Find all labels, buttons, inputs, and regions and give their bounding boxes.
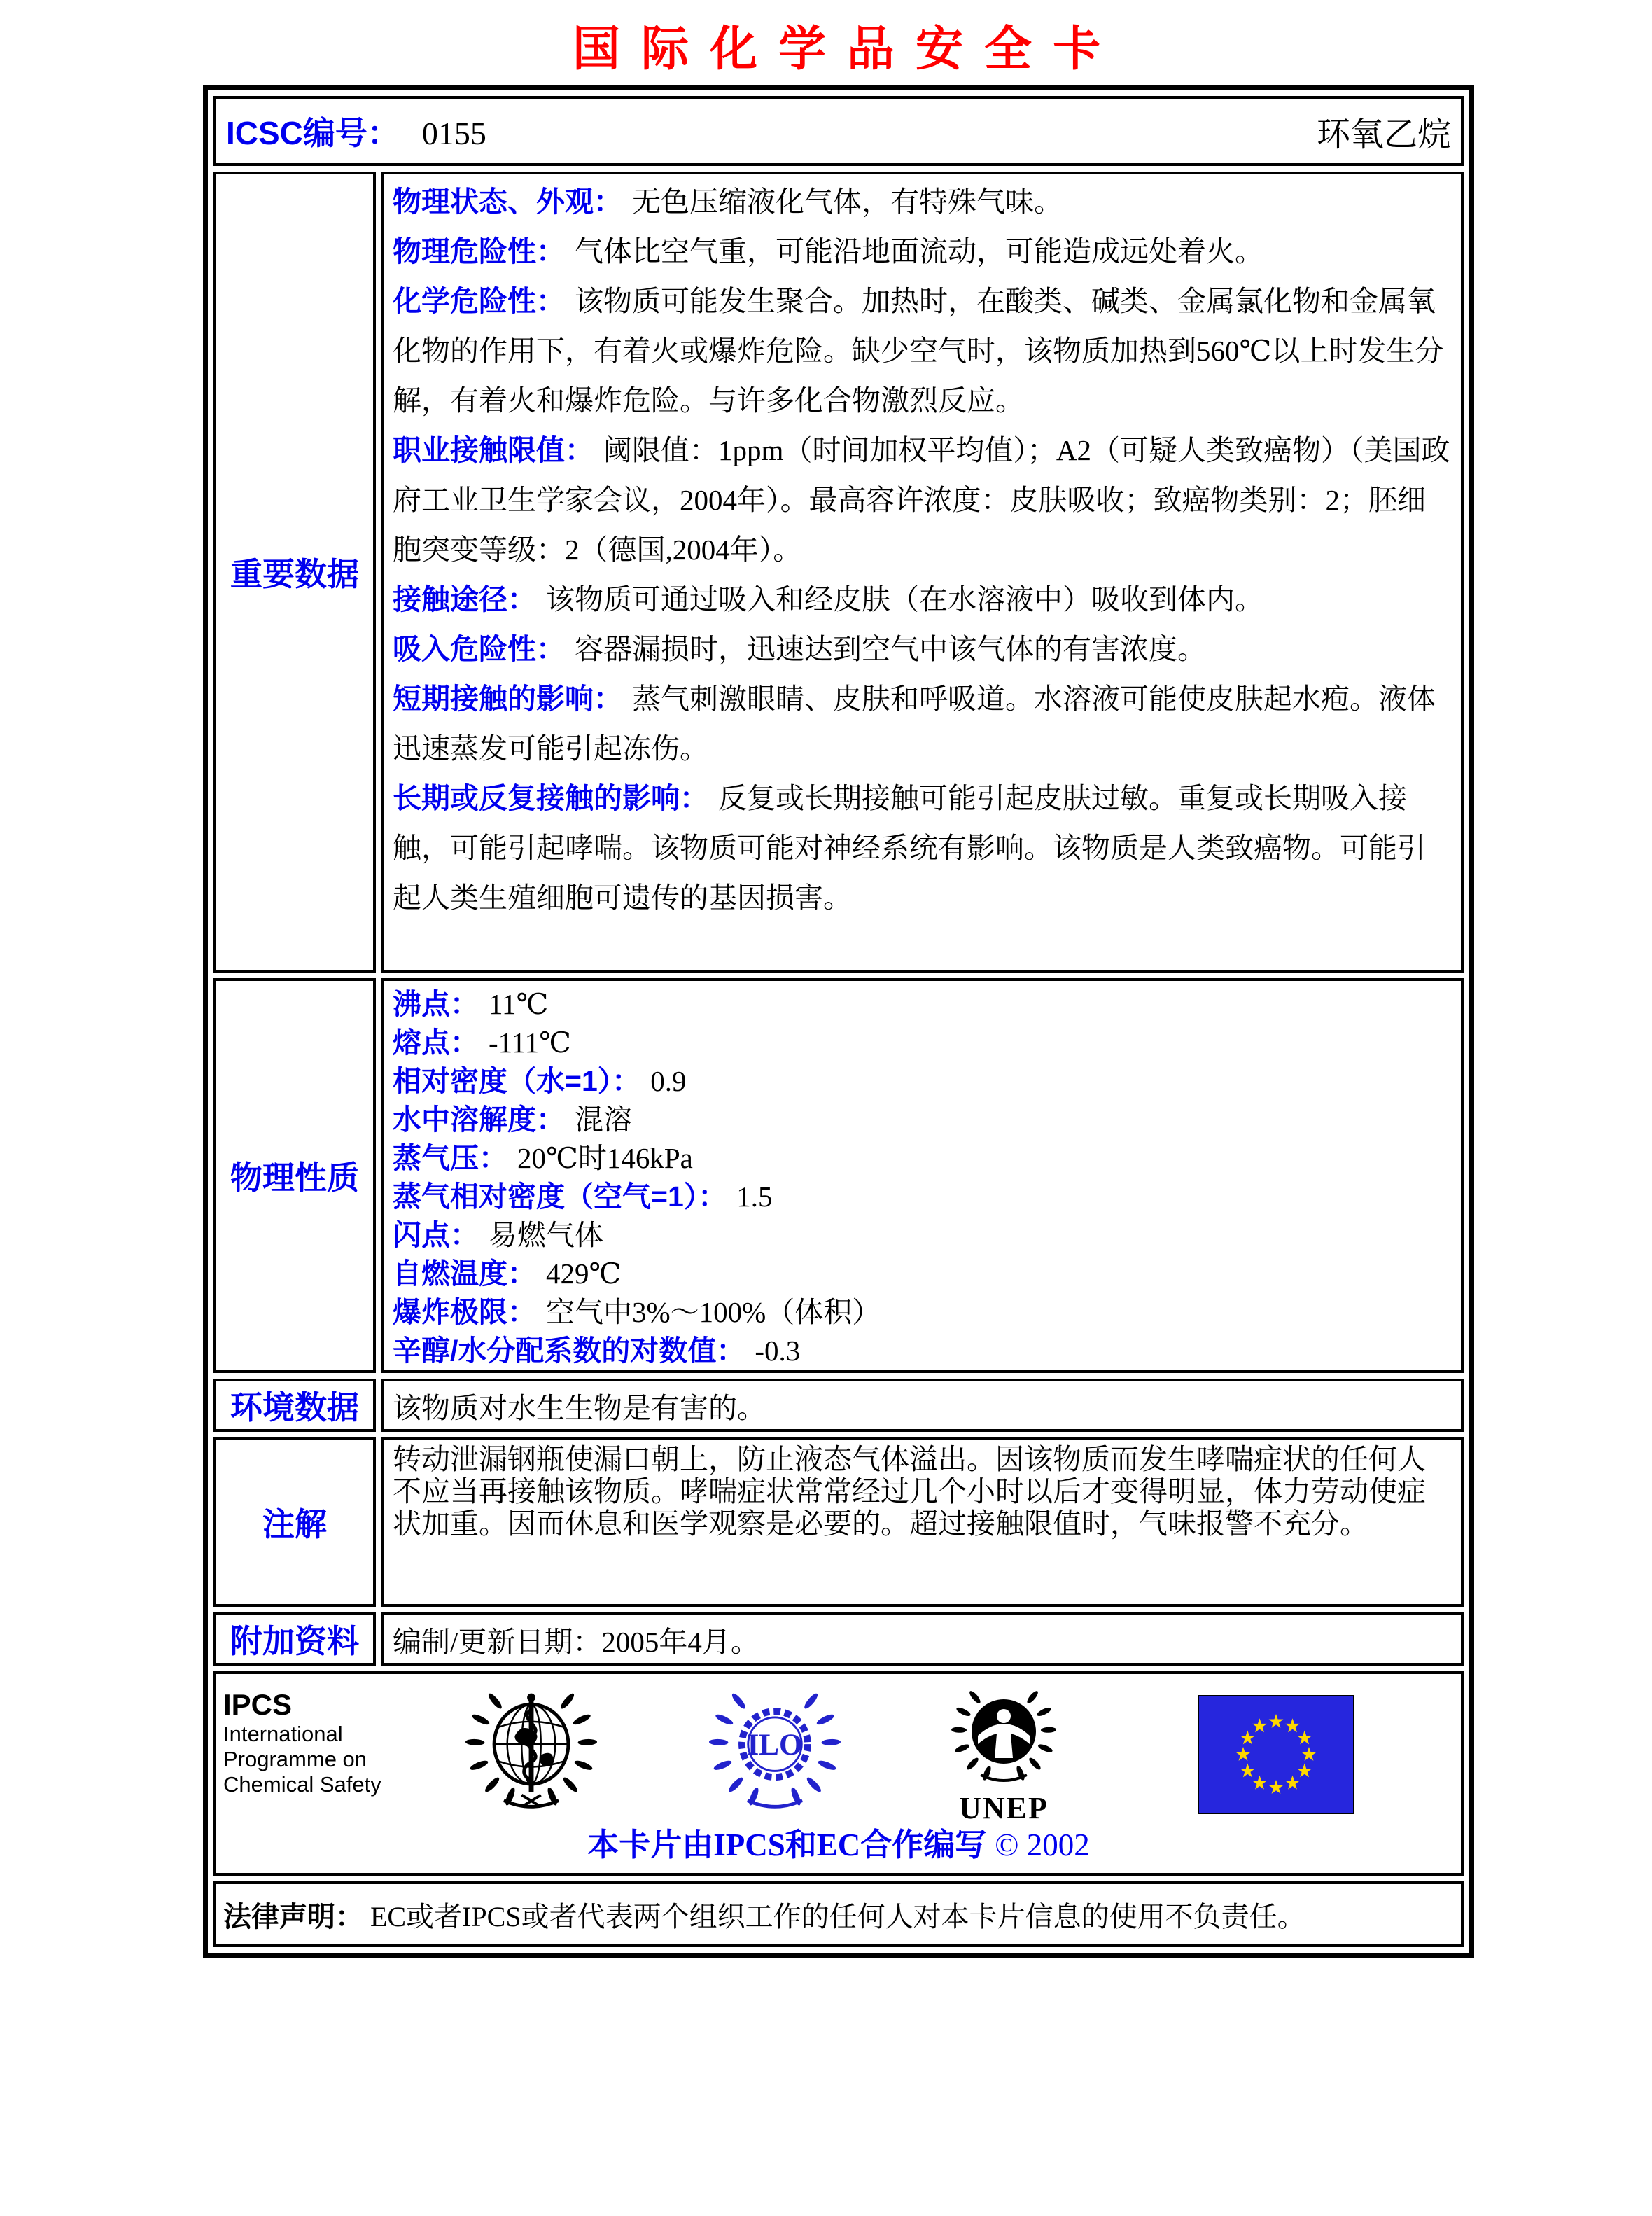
copyright-text: © 2002 — [995, 1827, 1090, 1862]
property-line — [393, 1216, 1454, 1255]
item-label: 沸点： — [393, 988, 479, 1020]
ipcs-subtitle-line: Programme on — [223, 1747, 368, 1771]
item-text: 气体比空气重，可能沿地面流动，可能造成远处着火。 — [575, 235, 1264, 267]
ilo-emblem-icon — [706, 1677, 844, 1823]
additional-info-row — [214, 1612, 1464, 1666]
item-label: 闪点： — [393, 1219, 479, 1251]
caption-text: 本卡片由IPCS和EC合作编写 — [587, 1827, 987, 1862]
item-text: -111℃ — [489, 1026, 571, 1059]
ilo-monogram: ILO — [747, 1728, 803, 1762]
ipcs-title: IPCS — [223, 1688, 293, 1721]
who-emblem-icon — [463, 1677, 600, 1823]
property-line — [393, 1293, 1454, 1332]
legal-cell — [214, 1881, 1464, 1947]
card-table — [203, 85, 1474, 1958]
important-data-item — [393, 177, 1454, 227]
item-label: 相对密度（水=1）： — [393, 1065, 641, 1097]
item-label: 吸入危险性： — [393, 633, 565, 665]
item-label: 短期接触的影响： — [393, 683, 622, 715]
ipcs-subtitle-line: Chemical Safety — [223, 1772, 382, 1797]
notes-content — [382, 1437, 1464, 1607]
property-line — [393, 1139, 1454, 1178]
item-text: 1.5 — [736, 1180, 773, 1213]
important-data-content — [382, 172, 1464, 973]
important-data-row — [214, 172, 1464, 973]
logos-cell — [214, 1671, 1464, 1876]
icsc-number-group — [226, 108, 486, 154]
important-data-item — [393, 674, 1454, 774]
logos-row — [214, 1671, 1464, 1876]
important-data-item — [393, 774, 1454, 923]
item-label: 物理危险性： — [393, 235, 565, 267]
notes-row — [214, 1437, 1464, 1607]
legal-row — [214, 1881, 1464, 1947]
item-text: 20℃时146kPa — [517, 1142, 693, 1174]
item-text: 容器漏损时，迅速达到空气中该气体的有害浓度。 — [575, 633, 1206, 665]
item-label: 蒸气相对密度（空气=1）： — [393, 1180, 727, 1213]
item-text: 0.9 — [650, 1065, 687, 1097]
important-data-item — [393, 575, 1454, 625]
item-label: 职业接触限值： — [393, 434, 594, 466]
property-line — [393, 1332, 1454, 1370]
environmental-data-content — [382, 1379, 1464, 1432]
item-text: 易燃气体 — [489, 1219, 603, 1251]
section-label-environmental-data: 环境数据 — [214, 1379, 376, 1432]
item-label: 物理状态、外观： — [393, 186, 622, 218]
section-label-additional-info: 附加资料 — [214, 1612, 376, 1666]
item-label: 接触途径： — [393, 583, 536, 615]
section-label-physical-properties: 物理性质 — [214, 978, 376, 1373]
item-label: 长期或反复接触的影响： — [393, 782, 708, 814]
section-label-important-data: 重要数据 — [214, 172, 376, 973]
item-text: 该物质可通过吸入和经皮肤（在水溶液中）吸收到体内。 — [546, 583, 1264, 615]
item-text: -0.3 — [755, 1335, 801, 1367]
physical-properties-row — [214, 978, 1464, 1373]
legal-label: 法律声明： — [223, 1901, 363, 1932]
header-cell — [214, 96, 1464, 166]
property-line — [393, 1101, 1454, 1139]
chemical-name: 环氧乙烷 — [1316, 116, 1451, 153]
notes-text: 转动泄漏钢瓶使漏口朝上，防止液态气体溢出。因该物质而发生哮喘症状的任何人不应当再接触该物质。哮喘症状常常经过几个小时以后才变得明显，体力劳动使症状加重。因而休息和医学观察是必要的。超过接触限值时，气味报警不充分。 — [393, 1443, 1426, 1540]
ipcs-text-block — [223, 1688, 382, 1797]
item-label: 爆炸极限： — [393, 1296, 536, 1328]
item-label: 水中溶解度： — [393, 1103, 565, 1136]
item-text: 无色压缩液化气体，有特殊气味。 — [632, 186, 1063, 218]
important-data-item — [393, 227, 1454, 277]
item-text: 蒸气刺激眼睛、皮肤和呼吸道。水溶液可能使皮肤起水疱。液体迅速蒸发可能引起冻伤。 — [393, 683, 1436, 765]
additional-info-text: 编制/更新日期：2005年4月。 — [393, 1625, 760, 1658]
property-line — [393, 985, 1454, 1024]
icsc-number-label: ICSC编号： — [226, 115, 400, 151]
unep-emblem-icon — [929, 1677, 1079, 1825]
unep-label: UNEP — [959, 1791, 1049, 1825]
environmental-data-text: 该物质对水生生物是有害的。 — [393, 1391, 766, 1424]
item-text: 混溶 — [575, 1103, 632, 1136]
property-line — [393, 1255, 1454, 1293]
important-data-item — [393, 426, 1454, 575]
item-text: 反复或长期接触可能引起皮肤过敏。重复或长期吸入接触，可能引起哮喘。该物质可能对神经系统有影响。该物质是人类致癌物。可能引起人类生殖细胞可遗传的基因损害。 — [393, 782, 1426, 914]
header-row — [214, 96, 1464, 166]
section-label-notes: 注解 — [214, 1437, 376, 1607]
item-text: 阈限值：1ppm（时间加权平均值）；A2（可疑人类致癌物）（美国政府工业卫生学家会议，2004年）。最高容许浓度：皮肤吸收；致癌物类别：2；胚细胞突变等级：2（德国,2004年）。 — [393, 434, 1450, 566]
item-text: 429℃ — [546, 1257, 622, 1290]
item-text: 空气中3%～100%（体积） — [546, 1296, 881, 1328]
item-label: 化学危险性： — [393, 285, 565, 317]
page-title: 国际化学品安全卡 — [572, 22, 1121, 76]
item-label: 熔点： — [393, 1026, 479, 1059]
item-label: 蒸气压： — [393, 1142, 507, 1174]
property-line — [393, 1024, 1454, 1062]
environmental-data-row — [214, 1379, 1464, 1432]
item-label: 自燃温度： — [393, 1257, 536, 1290]
footer-caption — [216, 1819, 1461, 1865]
property-line — [393, 1178, 1454, 1216]
item-label: 辛醇/水分配系数的对数值： — [393, 1335, 746, 1367]
additional-info-content — [382, 1612, 1464, 1666]
item-text: 11℃ — [489, 988, 549, 1020]
ipcs-subtitle-line: International — [223, 1722, 343, 1746]
icsc-number-value: 0155 — [421, 116, 486, 151]
item-text: 该物质可能发生聚合。加热时，在酸类、碱类、金属氯化物和金属氧化物的作用下，有着火或爆炸危险。缺少空气时，该物质加热到560℃以上时发生分解，有着火和爆炸危险。与许多化合物激烈反应。 — [393, 285, 1444, 417]
legal-text: EC或者IPCS或者代表两个组织工作的任何人对本卡片信息的使用不负责任。 — [370, 1900, 1306, 1932]
physical-properties-content — [382, 978, 1464, 1373]
property-line — [393, 1062, 1454, 1101]
important-data-item — [393, 625, 1454, 674]
eu-flag-icon — [1198, 1695, 1354, 1814]
important-data-item — [393, 277, 1454, 426]
